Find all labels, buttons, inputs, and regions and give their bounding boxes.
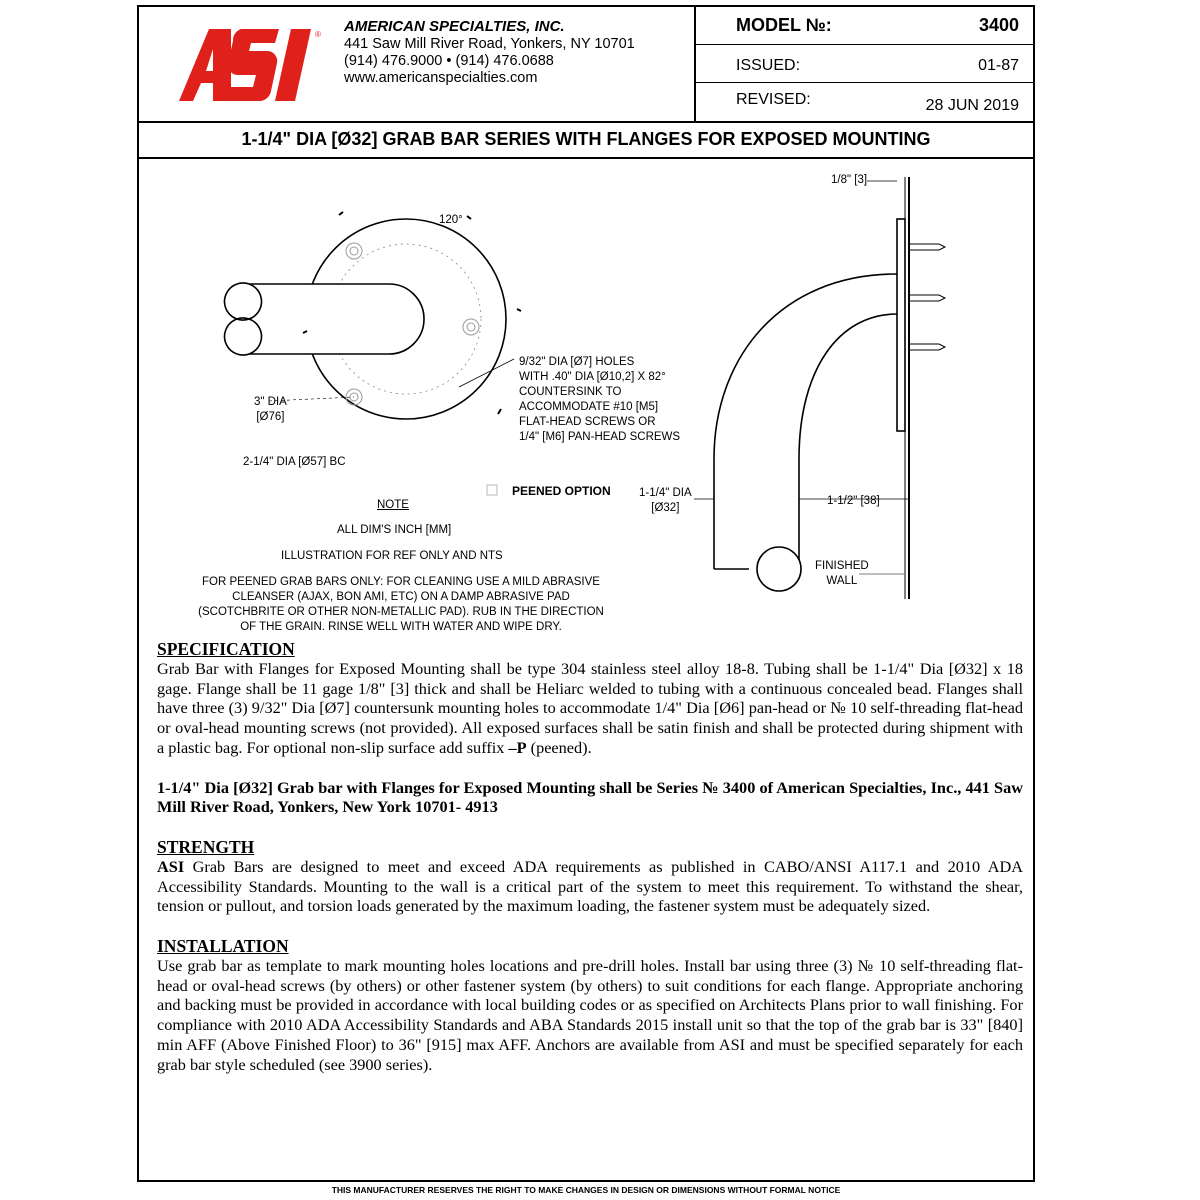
spec-text: Grab Bar with Flanges for Exposed Mounting shall be type 304 stainless steel alloy 18-8. Tubing shall be 1-1/4" Dia [Ø32] x 18 gage. Flange shall be 11 gage 1/8" [3] thick and shall be Heliarc welded to tubing with a continuous concealed bead. Flanges shall have three (3) 9/32" Dia [Ø7] countersunk mounting holes to accommodate 1/4" Dia [Ø6] pan-head or № 10 self-threading flat-head or oval-head mounting screws (not provided). All exposed surfaces shall be satin finish and shall be protected during shipment with a plastic bag. For optional non-slip surface add suffix <box>157 659 1023 757</box>
strength-text: Grab Bars are designed to meet and exceed ADA requirements as published in CABO/ANSI A117.1 and 2010 ADA Accessibility Standards. Mounting to the wall is a critical part of the system to meet this requirement. To withstand the shear, tension or pullout, and torsion loads generated by the maximum loading, the fastener system must be adequately sized. <box>157 856 1023 916</box>
header <box>139 7 1033 123</box>
revised-label: REVISED: <box>736 91 811 108</box>
spacer <box>157 817 1023 837</box>
holes-note <box>519 355 680 445</box>
spacer <box>157 758 1023 778</box>
care-line: OF THE GRAIN. RINSE WELL WITH WATER AND WIPE DRY. <box>240 621 562 633</box>
holes-note-line: 1/4" [M6] PAN-HEAD SCREWS <box>519 431 681 443</box>
wall-label <box>815 559 869 589</box>
revised-value: 28 JUN 2019 <box>925 97 1019 114</box>
document-title: 1-1/4" DIA [Ø32] GRAB BAR SERIES WITH FLANGES FOR EXPOSED MOUNTING <box>139 121 1033 159</box>
note-units: ALL DIM'S INCH [MM] <box>337 524 452 536</box>
holes-note-line: 9/32" DIA [Ø7] HOLES <box>519 356 635 368</box>
company-name: AMERICAN SPECIALTIES, INC. <box>344 18 565 35</box>
strength-lead: ASI <box>157 856 185 876</box>
angle-label: 120° <box>439 214 463 226</box>
tube-dia-label <box>639 486 692 516</box>
model-info-box <box>694 7 1035 121</box>
spec-paragraph <box>157 659 1023 758</box>
holes-note-line: ACCOMMODATE #10 [M5] <box>519 401 659 413</box>
installation-paragraph: Use grab bar as template to mark mounting holes locations and pre-drill holes. Install bar using three (3) № 10 self-threading flat-head or oval-head screws (by others) or other fastener system (by others) to suit conditions for each flange. Appropriate anchoring and backing must be provided in accordance with local building codes or as specified on Architects Plans prior to wall finishing. For compliance with 2010 ADA Accessibility Standards and ABA Standards 2015 install unit so that the top of the grab bar is 33" [840] min AFF (Above Finished Floor) to 36" [915] max AFF. Anchors are available from ASI and must be specified separately for each grab bar style scheduled (see 3900 series). <box>157 956 1023 1074</box>
note-title: NOTE <box>377 499 409 511</box>
model-value: 3400 <box>978 15 1019 35</box>
spacer <box>157 916 1023 936</box>
wall-label-line2: WALL <box>826 575 858 587</box>
spec-suffix: –P <box>508 737 527 757</box>
model-row <box>696 7 1035 45</box>
care-line: CLEANSER (AJAX, BON AMI, ETC) ON A DAMP ABRASIVE PAD <box>232 591 570 603</box>
care-line: FOR PEENED GRAB BARS ONLY: FOR CLEANING USE A MILD ABRASIVE <box>202 576 600 588</box>
technical-drawing <box>139 159 1033 637</box>
issued-label: ISSUED: <box>736 57 801 74</box>
asi-logo <box>179 25 329 103</box>
spec-heading: SPECIFICATION <box>157 639 295 659</box>
tube-dia-mm: [Ø32] <box>651 502 680 514</box>
wall-label-line1: FINISHED <box>815 560 869 572</box>
holes-note-line: COUNTERSINK TO <box>519 386 622 398</box>
bolt-circle-label: 2-1/4" DIA [Ø57] BC <box>243 456 346 468</box>
series-paragraph: 1-1/4" Dia [Ø32] Grab bar with Flanges for Exposed Mounting shall be Series № 3400 of American Specialties, Inc., 441 Saw Mill River Road, Yonkers, New York 10701- 4913 <box>157 777 1023 817</box>
peened-option-label: PEENED OPTION <box>512 484 611 498</box>
strength-heading: STRENGTH <box>157 836 255 857</box>
holes-note-line: FLAT-HEAD SCREWS OR <box>519 416 656 428</box>
note-ref: ILLUSTRATION FOR REF ONLY AND NTS <box>281 550 503 562</box>
company-website: www.americanspecialties.com <box>344 70 538 86</box>
peened-care-note <box>187 575 615 635</box>
company-phone: (914) 476.9000 • (914) 476.0688 <box>344 53 554 69</box>
flange-dia-label <box>254 395 287 425</box>
flange-thickness-label: 1/8" [3] <box>831 174 868 186</box>
care-line: (SCOTCHBRITE OR OTHER NON-METALLIC PAD). RUB IN THE DIRECTION <box>198 606 604 618</box>
spec-sheet <box>137 5 1035 1182</box>
issued-value: 01-87 <box>978 57 1019 74</box>
holes-note-line: WITH .40" DIA [Ø10,2] X 82° <box>519 371 666 383</box>
company-block <box>344 17 694 87</box>
spec-suffix-tail: (peened). <box>526 737 592 757</box>
svg-text:®: ® <box>315 30 321 39</box>
model-label: MODEL №: <box>736 15 832 35</box>
issued-row <box>696 45 1035 83</box>
company-address: 441 Saw Mill River Road, Yonkers, NY 10701 <box>344 36 635 52</box>
tube-dia-inch: 1-1/4" DIA <box>639 487 692 499</box>
revised-row <box>696 83 1035 121</box>
strength-paragraph <box>157 857 1023 916</box>
specification-body <box>157 639 1023 1074</box>
clearance-label: 1-1/2" [38] <box>827 495 880 507</box>
footer-notice: THIS MANUFACTURER RESERVES THE RIGHT TO MAKE CHANGES IN DESIGN OR DIMENSIONS WITHOUT FORMAL NOTICE <box>331 1185 841 1195</box>
flange-dia-inch: 3" DIA <box>254 396 287 408</box>
installation-heading: INSTALLATION <box>157 936 289 957</box>
flange-dia-mm: [Ø76] <box>256 411 285 423</box>
